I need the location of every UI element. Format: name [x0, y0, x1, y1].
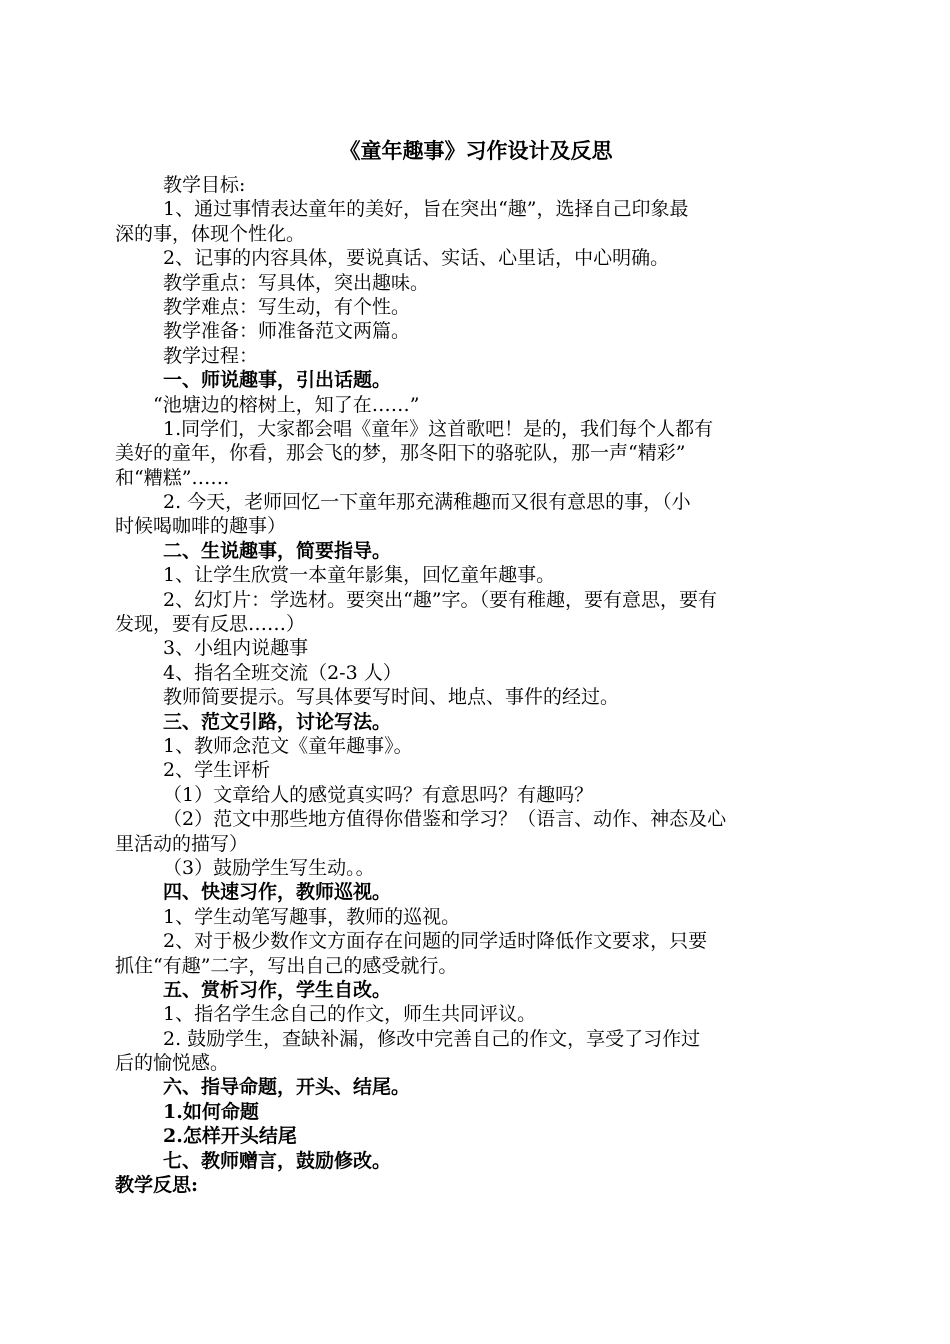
text-line: 1、教师念范文《童年趣事》。 [163, 734, 413, 757]
document-body [115, 173, 837, 1197]
text-line: “池塘边的榕树上，知了在……” [153, 393, 420, 416]
text-line: 教学难点：写生动，有个性。 [163, 295, 411, 318]
text-line: （1）文章给人的感觉真实吗？有意思吗？有趣吗？ [163, 783, 594, 806]
section-heading: 三、范文引路，讨论写法。 [163, 710, 392, 733]
text-line: 1、让学生欣赏一本童年影集，回忆童年趣事。 [163, 564, 556, 587]
section-heading: 教学反思: [115, 1174, 199, 1197]
text-line: 2、幻灯片：学选材。要突出“趣”字。（要有稚趣，要有意思，要有 [163, 588, 718, 611]
document-page [115, 134, 837, 1197]
section-heading: 四、快速习作，教师巡视。 [163, 881, 392, 904]
text-line: 和“糟糕”…… [115, 466, 230, 489]
text-line: 2. 鼓励学生，查缺补漏，修改中完善自己的作文，享受了习作过 [163, 1027, 701, 1050]
text-line: 发现，要有反思……） [115, 613, 306, 636]
section-heading: 五、赏析习作，学生自改。 [163, 978, 392, 1001]
text-line: 教学目标: [163, 174, 246, 196]
text-line: 教学准备：师准备范文两篇。 [163, 320, 411, 343]
text-line: 1、指名学生念自己的作文，师生共同评议。 [163, 1003, 537, 1026]
text-line: 教师简要提示。写具体要写时间、地点、事件的经过。 [163, 686, 620, 709]
section-heading: 2.怎样开头结尾 [163, 1125, 297, 1148]
document-title: 《童年趣事》习作设计及反思 [339, 138, 613, 163]
text-line: 2. 今天，老师回忆一下童年那充满稚趣而又很有意思的事，（小 [163, 491, 691, 514]
text-line: 1、通过事情表达童年的美好，旨在突出“趣”，选择自己印象最 [163, 198, 689, 221]
section-heading: 六、指导命题，开头、结尾。 [163, 1076, 411, 1099]
text-line: 教学重点：写具体，突出趣味。 [163, 271, 430, 294]
text-line: 美好的童年，你看，那会飞的梦，那冬阳下的骆驼队，那一声“精彩” [115, 442, 686, 465]
section-heading: 1.如何命题 [163, 1100, 259, 1123]
text-line: 4、指名全班交流（2-3 人） [163, 661, 402, 684]
text-line: 1.同学们，大家都会唱《童年》这首歌吧！是的，我们每个人都有 [163, 417, 714, 440]
text-line: 2、记事的内容具体，要说真话、实话、心里话，中心明确。 [163, 247, 670, 270]
text-line: 教学过程： [163, 344, 259, 367]
text-line: 3、小组内说趣事 [163, 637, 309, 660]
text-line: （3）鼓励学生写生动。。 [163, 856, 375, 879]
text-line: 2、学生评析 [163, 759, 271, 782]
text-line: （2）范文中那些地方值得你借鉴和学习？（语言、动作、神态及心 [163, 808, 727, 831]
text-line: 后的愉悦感。 [115, 1052, 230, 1075]
text-line: 抓住“有趣”二字，写出自己的感受就行。 [115, 954, 458, 977]
text-line: 1、学生动笔写趣事，教师的巡视。 [163, 905, 461, 928]
section-heading: 七、教师赠言，鼓励修改。 [163, 1149, 392, 1172]
text-line: 时候喝咖啡的趣事） [115, 515, 287, 538]
section-heading: 一、师说趣事，引出话题。 [163, 369, 392, 392]
text-line: 2、对于极少数作文方面存在问题的同学适时降低作文要求，只要 [163, 930, 708, 953]
text-line: 深的事，体现个性化。 [115, 222, 306, 245]
text-line: 里活动的描写） [115, 832, 249, 855]
section-heading: 二、生说趣事，简要指导。 [163, 539, 392, 562]
